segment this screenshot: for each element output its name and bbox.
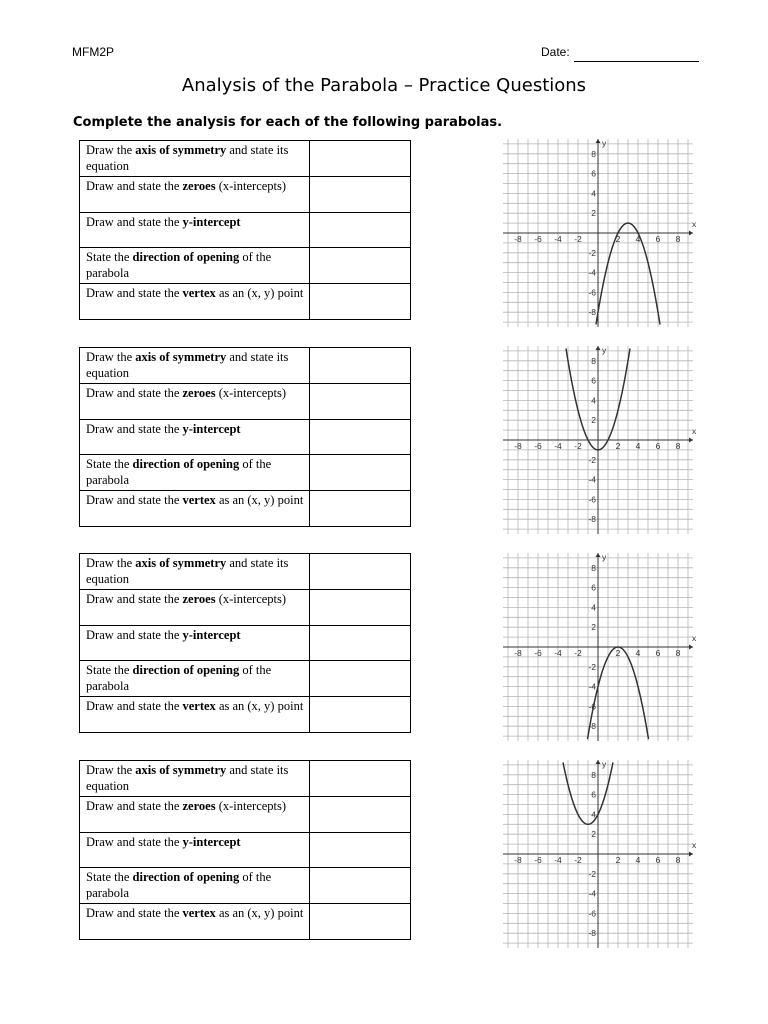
prompt-cell (80, 284, 310, 320)
y-tick-label: 4 (591, 395, 596, 406)
row-zeroes (80, 384, 411, 420)
prompt-cell (80, 590, 310, 626)
row-axis-of-symmetry (80, 554, 411, 590)
y-axis-label: y (602, 137, 607, 148)
prompt-keyword: vertex (182, 493, 216, 507)
x-tick-label: -8 (514, 647, 522, 658)
prompt-text: Draw the (86, 350, 136, 364)
x-tick-label: 4 (635, 854, 641, 865)
y-tick-label: -4 (588, 474, 596, 485)
x-tick-label: 2 (615, 854, 621, 865)
prompt-keyword: direction of opening (132, 663, 240, 677)
answer-cell[interactable] (310, 248, 411, 284)
y-tick-label: -8 (588, 307, 596, 318)
prompt-text: Draw and state the (86, 286, 183, 300)
y-tick-label: -6 (588, 287, 596, 298)
x-tick-label: -8 (514, 854, 522, 865)
y-tick-label: -8 (588, 928, 596, 939)
answer-cell[interactable] (310, 797, 411, 833)
answer-cell[interactable] (310, 420, 411, 455)
prompt-cell (80, 248, 310, 284)
prompt-cell (80, 177, 310, 213)
prompt-text: of the parabola (86, 457, 272, 487)
prompt-text: State the (86, 457, 133, 471)
x-tick-label: -4 (554, 854, 562, 865)
prompt-cell (80, 661, 310, 697)
prompt-cell (80, 348, 310, 384)
y-axis-label: y (602, 344, 607, 355)
x-tick-label: -2 (574, 854, 582, 865)
y-tick-label: -2 (588, 868, 596, 879)
x-axis-label: x (692, 633, 697, 644)
x-tick-label: -6 (534, 440, 542, 451)
prompt-text: of the parabola (86, 250, 272, 280)
y-axis-label: y (602, 551, 607, 562)
prompt-keyword: zeroes (182, 386, 216, 400)
date-field-line[interactable] (574, 61, 699, 62)
x-tick-label: 6 (655, 854, 661, 865)
prompt-keyword: zeroes (182, 592, 216, 606)
prompt-text: State the (86, 250, 133, 264)
answer-cell[interactable] (310, 904, 411, 940)
graph-4 (478, 759, 700, 949)
prompt-cell (80, 697, 310, 733)
row-y-intercept (80, 420, 411, 455)
prompt-text: Draw and state the (86, 422, 183, 436)
row-zeroes (80, 590, 411, 626)
y-tick-label: 2 (591, 829, 596, 840)
row-axis-of-symmetry (80, 141, 411, 177)
date-label: Date: (541, 45, 570, 59)
answer-cell[interactable] (310, 455, 411, 491)
prompt-text: Draw and state the (86, 179, 183, 193)
prompt-keyword: zeroes (182, 179, 216, 193)
x-tick-label: -8 (514, 233, 522, 244)
x-tick-label: 2 (615, 647, 621, 658)
x-tick-label: -6 (534, 647, 542, 658)
graph-2 (478, 345, 700, 535)
prompt-text: Draw the (86, 763, 136, 777)
answer-cell[interactable] (310, 384, 411, 420)
y-tick-label: -8 (588, 514, 596, 525)
y-tick-label: 8 (591, 562, 596, 573)
answer-cell[interactable] (310, 868, 411, 904)
prompt-cell (80, 833, 310, 868)
x-tick-label: -2 (574, 440, 582, 451)
answer-cell[interactable] (310, 177, 411, 213)
answer-cell[interactable] (310, 697, 411, 733)
prompt-text: Draw and state the (86, 592, 183, 606)
x-axis-arrow (689, 231, 693, 236)
prompt-keyword: direction of opening (132, 457, 240, 471)
prompt-text: Draw and state the (86, 386, 183, 400)
prompt-cell (80, 904, 310, 940)
x-tick-label: 8 (675, 854, 681, 865)
x-axis-label: x (692, 219, 697, 230)
x-tick-label: 6 (655, 233, 661, 244)
row-y-intercept (80, 833, 411, 868)
y-axis-arrow (596, 346, 601, 350)
prompt-keyword: y-intercept (182, 215, 241, 229)
prompt-cell (80, 420, 310, 455)
answer-cell[interactable] (310, 491, 411, 527)
x-tick-label: 8 (675, 440, 681, 451)
row-vertex (80, 491, 411, 527)
instructions: Complete the analysis for each of the following parabolas. (73, 115, 503, 130)
prompt-cell (80, 455, 310, 491)
prompt-text: (x-intercepts) (215, 386, 287, 400)
prompt-text: of the parabola (86, 870, 272, 900)
y-tick-label: -2 (588, 661, 596, 672)
y-tick-label: 6 (591, 789, 596, 800)
y-tick-label: 2 (591, 208, 596, 219)
answer-cell[interactable] (310, 141, 411, 177)
y-tick-label: 4 (591, 809, 596, 820)
prompt-text: and state its equation (86, 143, 289, 173)
prompt-text: Draw the (86, 143, 136, 157)
prompt-cell (80, 797, 310, 833)
row-y-intercept (80, 626, 411, 661)
prompt-cell (80, 213, 310, 248)
prompt-keyword: axis of symmetry (135, 143, 227, 157)
x-tick-label: 4 (635, 647, 641, 658)
x-tick-label: -4 (554, 440, 562, 451)
row-vertex (80, 697, 411, 733)
y-tick-label: -6 (588, 908, 596, 919)
prompt-text: and state its equation (86, 556, 289, 586)
y-tick-label: -4 (588, 267, 596, 278)
row-vertex (80, 904, 411, 940)
y-tick-label: 4 (591, 602, 596, 613)
x-tick-label: -6 (534, 854, 542, 865)
answer-cell[interactable] (310, 761, 411, 797)
answer-cell[interactable] (310, 213, 411, 248)
row-zeroes (80, 797, 411, 833)
answer-cell[interactable] (310, 661, 411, 697)
prompt-text: of the parabola (86, 663, 272, 693)
y-axis-arrow (596, 553, 601, 557)
row-zeroes (80, 177, 411, 213)
y-tick-label: -4 (588, 888, 596, 899)
y-tick-label: -6 (588, 494, 596, 505)
prompt-text: Draw and state the (86, 628, 183, 642)
answer-cell[interactable] (310, 590, 411, 626)
x-tick-label: -2 (574, 233, 582, 244)
x-tick-label: -8 (514, 440, 522, 451)
prompt-text: as an (x, y) point (215, 699, 304, 713)
y-tick-label: 6 (591, 375, 596, 386)
x-axis-arrow (689, 438, 693, 443)
prompt-cell (80, 626, 310, 661)
prompt-text: Draw and state the (86, 799, 183, 813)
prompt-keyword: zeroes (182, 799, 216, 813)
row-direction-of-opening (80, 455, 411, 491)
prompt-text: Draw and state the (86, 493, 183, 507)
x-tick-label: -4 (554, 233, 562, 244)
prompt-keyword: vertex (182, 699, 216, 713)
y-tick-label: -4 (588, 681, 596, 692)
prompt-text: as an (x, y) point (215, 493, 304, 507)
answer-cell[interactable] (310, 554, 411, 590)
answer-cell[interactable] (310, 626, 411, 661)
row-y-intercept (80, 213, 411, 248)
prompt-text: (x-intercepts) (215, 592, 287, 606)
row-vertex (80, 284, 411, 320)
page-title: Analysis of the Parabola – Practice Questions (181, 75, 587, 96)
prompt-cell (80, 141, 310, 177)
analysis-table-1 (79, 140, 411, 320)
prompt-keyword: vertex (182, 906, 216, 920)
y-tick-label: 2 (591, 415, 596, 426)
x-tick-label: 6 (655, 647, 661, 658)
course-code: MFM2P (72, 45, 114, 59)
prompt-cell (80, 868, 310, 904)
y-tick-label: 2 (591, 622, 596, 633)
prompt-keyword: y-intercept (182, 422, 241, 436)
prompt-text: Draw and state the (86, 699, 183, 713)
x-tick-label: 2 (615, 440, 621, 451)
prompt-keyword: axis of symmetry (135, 763, 227, 777)
prompt-text: (x-intercepts) (215, 179, 287, 193)
y-tick-label: -6 (588, 701, 596, 712)
row-direction-of-opening (80, 661, 411, 697)
y-tick-label: 6 (591, 582, 596, 593)
x-tick-label: 4 (635, 233, 641, 244)
prompt-text: Draw and state the (86, 215, 183, 229)
answer-cell[interactable] (310, 833, 411, 868)
y-tick-label: -2 (588, 247, 596, 258)
x-tick-label: 8 (675, 647, 681, 658)
x-tick-label: 8 (675, 233, 681, 244)
x-tick-label: -4 (554, 647, 562, 658)
prompt-text: State the (86, 870, 133, 884)
y-axis-arrow (596, 760, 601, 764)
y-axis-arrow (596, 139, 601, 143)
row-direction-of-opening (80, 248, 411, 284)
analysis-table-3 (79, 553, 411, 733)
prompt-text: and state its equation (86, 350, 289, 380)
prompt-text: Draw and state the (86, 835, 183, 849)
prompt-text: as an (x, y) point (215, 906, 304, 920)
prompt-cell (80, 761, 310, 797)
prompt-text: State the (86, 663, 133, 677)
prompt-keyword: axis of symmetry (135, 350, 227, 364)
y-axis-label: y (602, 758, 607, 769)
y-tick-label: -2 (588, 454, 596, 465)
prompt-keyword: y-intercept (182, 835, 241, 849)
prompt-text: Draw and state the (86, 906, 183, 920)
y-tick-label: 8 (591, 769, 596, 780)
x-tick-label: 2 (615, 233, 621, 244)
row-axis-of-symmetry (80, 761, 411, 797)
row-direction-of-opening (80, 868, 411, 904)
prompt-cell (80, 554, 310, 590)
prompt-text: Draw the (86, 556, 136, 570)
graph-3 (478, 552, 700, 742)
prompt-keyword: vertex (182, 286, 216, 300)
x-tick-label: -2 (574, 647, 582, 658)
prompt-keyword: direction of opening (132, 870, 240, 884)
y-tick-label: 8 (591, 148, 596, 159)
x-axis-label: x (692, 840, 697, 851)
y-tick-label: 4 (591, 188, 596, 199)
prompt-keyword: y-intercept (182, 628, 241, 642)
answer-cell[interactable] (310, 284, 411, 320)
x-tick-label: -6 (534, 233, 542, 244)
answer-cell[interactable] (310, 348, 411, 384)
row-axis-of-symmetry (80, 348, 411, 384)
prompt-cell (80, 491, 310, 527)
prompt-text: as an (x, y) point (215, 286, 304, 300)
y-tick-label: 6 (591, 168, 596, 179)
x-tick-label: 6 (655, 440, 661, 451)
prompt-keyword: axis of symmetry (135, 556, 227, 570)
analysis-table-2 (79, 347, 411, 527)
prompt-text: and state its equation (86, 763, 289, 793)
y-tick-label: -8 (588, 721, 596, 732)
x-axis-label: x (692, 426, 697, 437)
x-tick-label: 4 (635, 440, 641, 451)
prompt-keyword: direction of opening (132, 250, 240, 264)
prompt-cell (80, 384, 310, 420)
y-tick-label: 8 (591, 355, 596, 366)
x-axis-arrow (689, 645, 693, 650)
x-axis-arrow (689, 852, 693, 857)
graph-1 (478, 138, 700, 328)
analysis-table-4 (79, 760, 411, 940)
prompt-text: (x-intercepts) (215, 799, 287, 813)
